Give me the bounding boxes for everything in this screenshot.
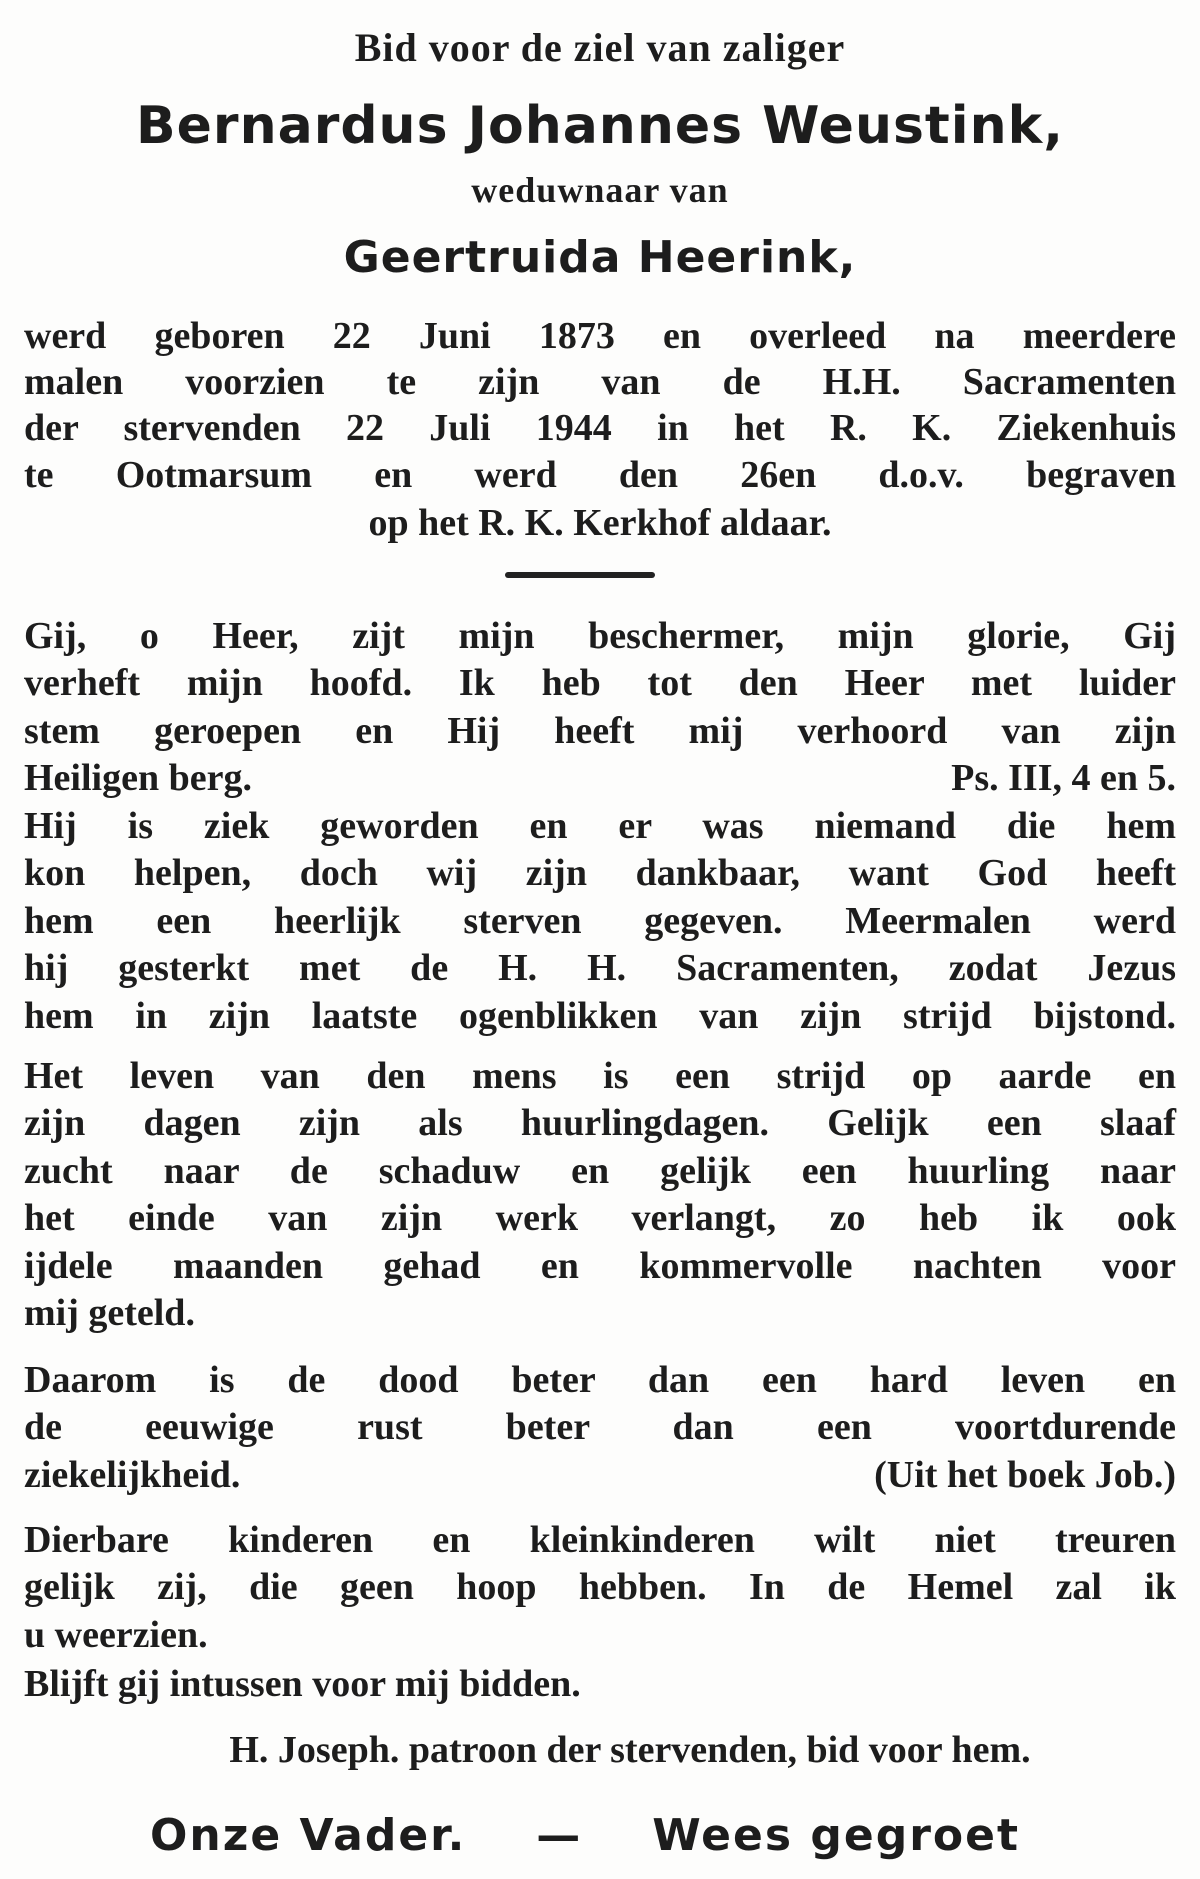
farewell-line: u weerzien. <box>24 1613 208 1656</box>
farewell-line: gelijk zij, die geen hoop hebben. In de Hemel zal ik <box>24 1566 1176 1609</box>
life-line: Het leven van den mens is een strijd op aarde en <box>24 1055 1176 1097</box>
psalm-last-line <box>24 755 1176 801</box>
farewell-line: Blijft gij intussen voor mij bidden. <box>24 1663 581 1706</box>
intro-line: Bid voor de ziel van zaliger <box>354 25 846 70</box>
spouse-name: Geertruida Heerink, <box>343 232 857 283</box>
prayer-separator: — <box>536 1810 583 1861</box>
citation: (Uit het boek Job.) <box>874 1453 1176 1496</box>
psalm-line: verheft mijn hoofd. Ik heb tot den Heer met luider <box>24 662 1176 705</box>
job-line: de eeuwige rust beter dan een voortdurende <box>24 1406 1176 1449</box>
prayer-second: Wees gegroet <box>652 1810 1020 1861</box>
illness-line: hij gesterkt met de H. H. Sacramenten, zodat Jezus <box>24 947 1176 990</box>
psalm-line: Gij, o Heer, zijt mijn beschermer, mijn glorie, Gij <box>24 615 1176 657</box>
line-text: ziekelijkheid. <box>24 1453 241 1496</box>
biography-line: malen voorzien te zijn van de H.H. Sacramenten <box>24 361 1176 403</box>
life-line: mij geteld. <box>24 1292 195 1334</box>
invocation-line: H. Joseph. patroon der stervenden, bid voor hem. <box>229 1729 1031 1771</box>
divider-rule <box>505 572 655 578</box>
biography-line: te Ootmarsum en werd den 26en d.o.v. begraven <box>24 454 1176 496</box>
line-text: Heiligen berg. <box>24 757 252 800</box>
job-last-line <box>24 1452 1176 1498</box>
life-line: ijdele maanden gehad en kommervolle nachten voor <box>24 1244 1176 1287</box>
biography-line: op het R. K. Kerkhof aldaar. <box>368 502 832 544</box>
life-line: zijn dagen zijn als huurlingdagen. Gelijk een slaaf <box>24 1102 1176 1145</box>
life-line: zucht naar de schaduw en gelijk een huurling naar <box>24 1149 1176 1192</box>
citation: Ps. III, 4 en 5. <box>951 757 1176 800</box>
biography-line: der stervenden 22 Juli 1944 in het R. K. Ziekenhuis <box>24 407 1176 449</box>
prayer-first: Onze Vader. <box>150 1810 467 1861</box>
psalm-line: stem geroepen en Hij heeft mij verhoord van zijn <box>24 709 1176 752</box>
illness-line: hem een heerlijk sterven gegeven. Meermalen werd <box>24 899 1176 942</box>
illness-line: Hij is ziek geworden en er was niemand die hem <box>24 805 1176 847</box>
relation-line: weduwnaar van <box>471 170 729 210</box>
illness-line: kon helpen, doch wij zijn dankbaar, want God heeft <box>24 852 1176 895</box>
prayers-line <box>150 1810 1020 1861</box>
illness-line: hem in zijn laatste ogenblikken van zijn strijd bijstond. <box>24 994 1176 1037</box>
biography-line: werd geboren 22 Juni 1873 en overleed na meerdere <box>24 315 1176 357</box>
life-line: het einde van zijn werk verlangt, zo heb ik ook <box>24 1197 1176 1240</box>
job-line: Daarom is de dood beter dan een hard leven en <box>24 1359 1176 1401</box>
deceased-name: Bernardus Johannes Weustink, <box>136 96 1064 156</box>
farewell-line: Dierbare kinderen en kleinkinderen wilt niet treuren <box>24 1519 1176 1561</box>
